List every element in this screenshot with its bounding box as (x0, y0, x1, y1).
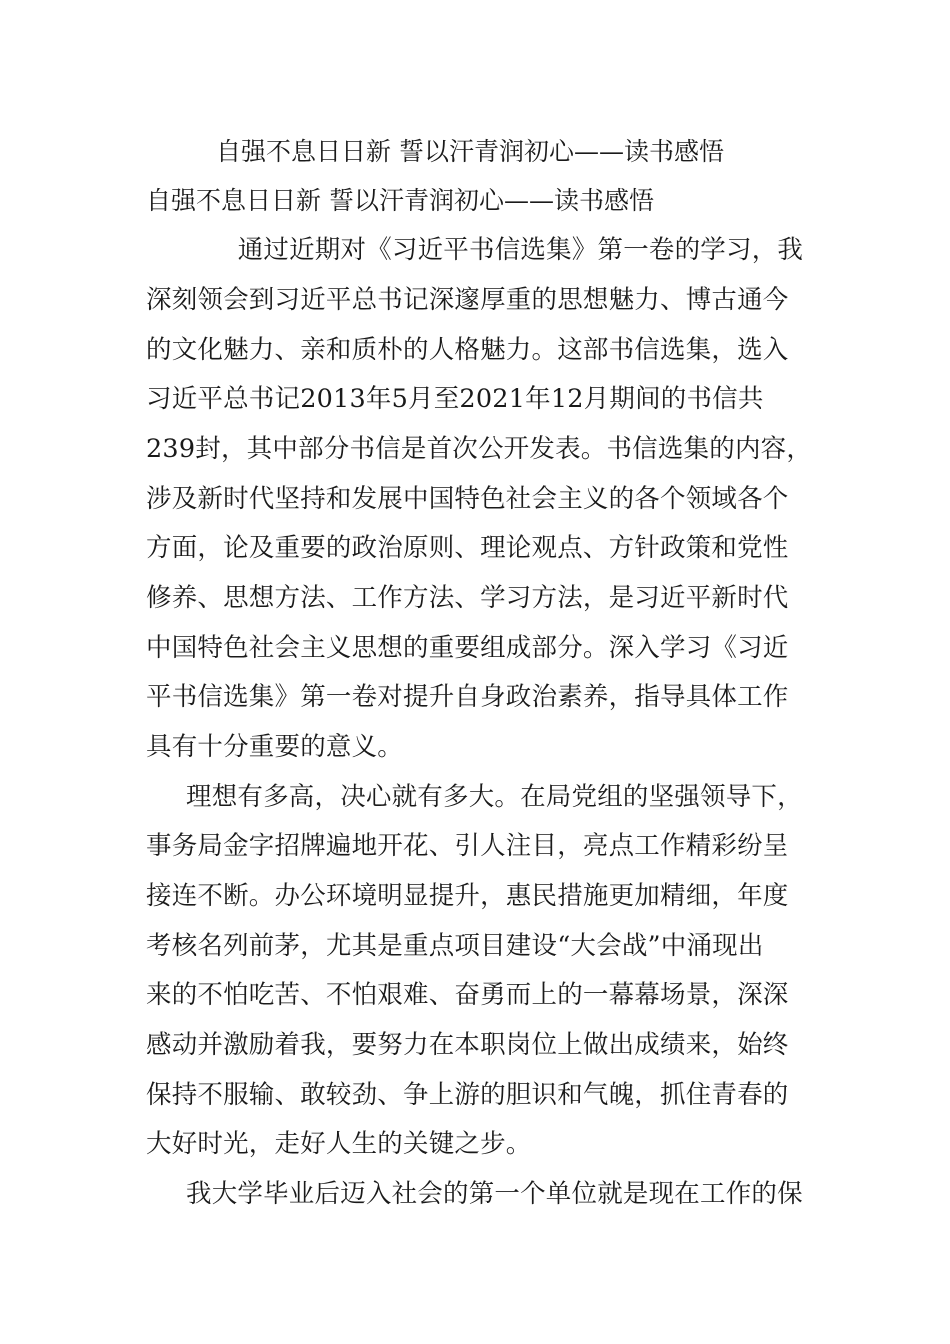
paragraph-1-line-8: 修养、思想方法、工作方法、学习方法，是习近平新时代 (146, 583, 789, 613)
paragraph-3-line-1: 我大学毕业后迈入社会的第一个单位就是现在工作的保 (186, 1179, 803, 1209)
paragraph-2-line-7: 保持不服输、敢较劲、争上游的胆识和气魄，抓住青春的 (146, 1080, 789, 1110)
paragraph-2-line-6: 感动并激励着我，要努力在本职岗位上做出成绩来，始终 (146, 1030, 789, 1060)
paragraph-1-line-11: 具有十分重要的意义。 (146, 732, 404, 762)
paragraph-2-line-1: 理想有多高，决心就有多大。在局党组的坚强领导下， (186, 782, 803, 812)
paragraph-1-line-2: 深刻领会到习近平总书记深邃厚重的思想魅力、博古通今 (146, 285, 789, 315)
paragraph-1-line-7: 方面，论及重要的政治原则、理论观点、方针政策和党性 (146, 533, 789, 563)
paragraph-1-line-5: 239封，其中部分书信是首次公开发表。书信选集的内容， (146, 434, 813, 464)
paragraph-2-line-3: 接连不断。办公环境明显提升，惠民措施更加精细，年度 (146, 881, 789, 911)
document-title-repeat: 自强不息日日新 誓以汗青润初心——读书感悟 (146, 186, 654, 215)
paragraph-1-line-9: 中国特色社会主义思想的重要组成部分。深入学习《习近 (146, 633, 789, 663)
paragraph-2-line-5: 来的不怕吃苦、不怕艰难、奋勇而上的一幕幕场景，深深 (146, 980, 789, 1010)
paragraph-2-line-4: 考核名列前茅，尤其是重点项目建设“大会战”中涌现出 (146, 931, 764, 961)
paragraph-1-line-10: 平书信选集》第一卷对提升自身政治素养，指导具体工作 (146, 682, 789, 712)
document-title: 自强不息日日新 誓以汗青润初心——读书感悟 (216, 137, 724, 166)
paragraph-1-line-3: 的文化魅力、亲和质朴的人格魅力。这部书信选集，选入 (146, 335, 789, 365)
paragraph-1-line-4: 习近平总书记2013年5月至2021年12月期间的书信共 (146, 384, 764, 414)
paragraph-2-line-8: 大好时光，走好人生的关键之步。 (146, 1129, 532, 1159)
paragraph-1-line-6: 涉及新时代坚持和发展中国特色社会主义的各个领域各个 (146, 484, 789, 514)
paragraph-1-line-1: 通过近期对《习近平书信选集》第一卷的学习，我 (212, 235, 804, 265)
paragraph-2-line-2: 事务局金字招牌遍地开花、引人注目，亮点工作精彩纷呈 (146, 831, 789, 861)
